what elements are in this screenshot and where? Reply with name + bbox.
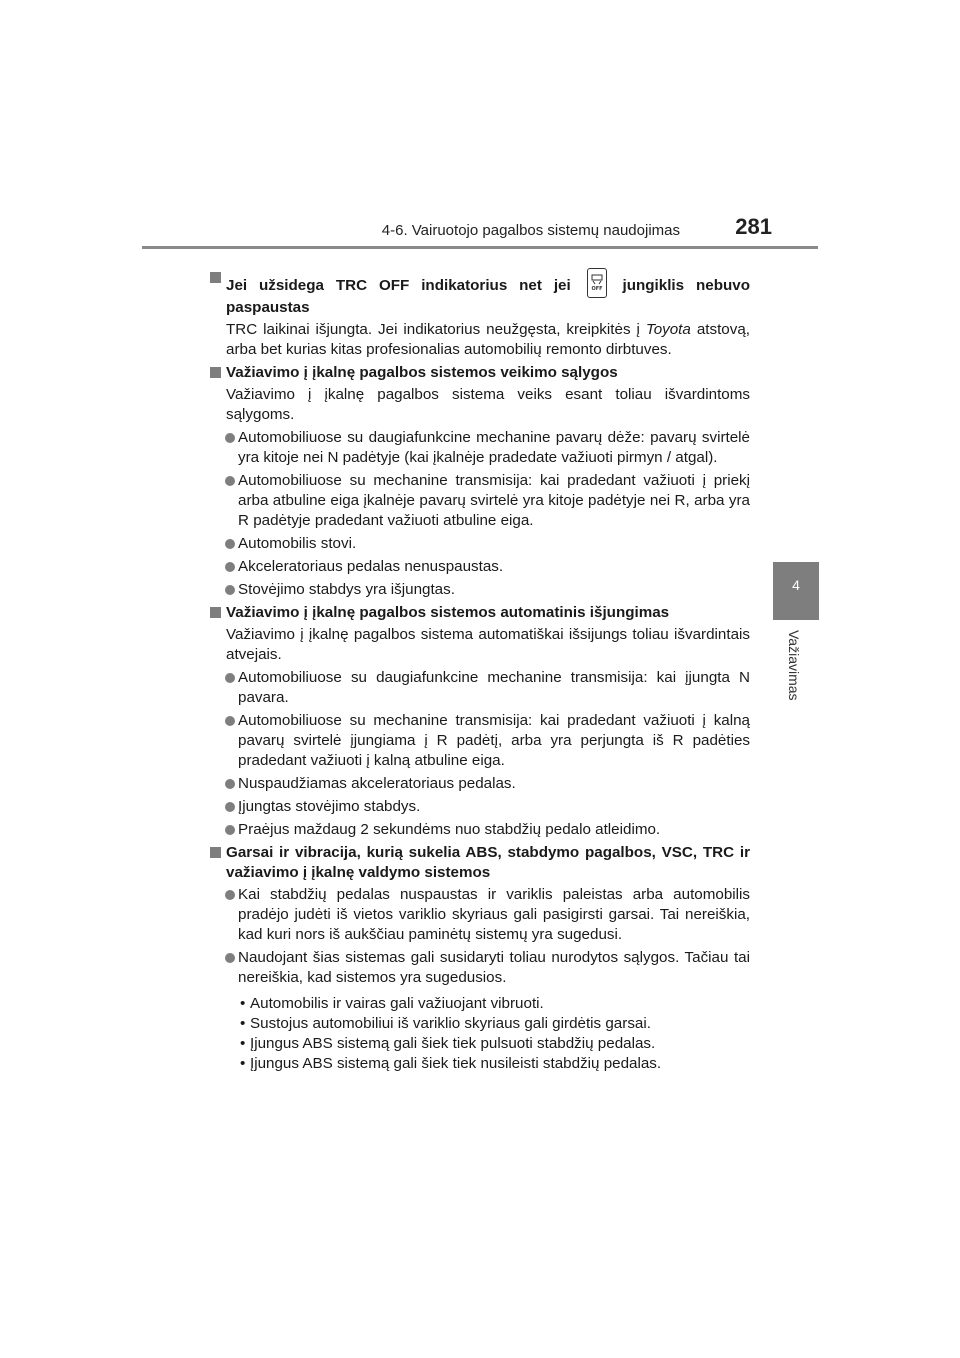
square-bullet-icon bbox=[210, 607, 221, 618]
list-item: Automobiliuose su daugiafunkcine mechanine transmisija: kai įjungta N pavara. bbox=[210, 668, 750, 708]
paragraph: TRC laikinai išjungta. Jei indikatorius neužgęsta, kreipkitės į Toyota atstovą, arba bet kurias kitas profesionalias automobilių remonto dirbtuves. bbox=[226, 321, 750, 358]
brand-name: Toyota bbox=[645, 321, 691, 338]
dot-marker: • bbox=[240, 1055, 246, 1072]
circle-bullet-icon bbox=[225, 673, 235, 683]
section-heading-hill-conditions: Važiavimo į įkalnę pagalbos sistemos veikimo sąlygos bbox=[210, 363, 750, 383]
page-number: 281 bbox=[735, 214, 772, 239]
circle-bullet-icon bbox=[225, 716, 235, 726]
circle-bullet-icon bbox=[225, 779, 235, 789]
section-heading-trc bbox=[210, 268, 750, 318]
list-item: Nuspaudžiamas akceleratoriaus pedalas. bbox=[210, 774, 750, 794]
sub-list-item: • Įjungus ABS sistemą gali šiek tiek nusileisti stabdžių pedalas. bbox=[240, 1055, 662, 1072]
circle-bullet-icon bbox=[225, 433, 235, 443]
dot-marker: • bbox=[240, 995, 246, 1012]
paragraph: Važiavimo į įkalnę pagalbos sistema veiks esant toliau išvardintoms sąlygoms. bbox=[226, 386, 750, 423]
section-heading-noise: Garsai ir vibracija, kurią sukelia ABS, stabdymo pagalbos, VSC, TRC ir važiavimo į įkalnę valdymo sistemos bbox=[210, 843, 750, 883]
page-content bbox=[210, 268, 750, 1074]
list-item: Stovėjimo stabdys yra išjungtas. bbox=[210, 580, 750, 600]
heading-text-b: jungiklis nebuvo paspaustas bbox=[226, 277, 750, 316]
dot-marker: • bbox=[240, 1035, 246, 1052]
list-item: Naudojant šias sistemas gali susidaryti toliau nurodytos sąlygos. Tačiau tai nereiškia, kad sistemos yra sugedusios. bbox=[210, 948, 750, 988]
section-title: 4-6. Vairuotojo pagalbos sistemų naudojimas bbox=[381, 222, 680, 239]
chapter-label bbox=[786, 630, 806, 710]
trc-off-switch-icon bbox=[587, 268, 607, 298]
chapter-tab bbox=[773, 562, 819, 620]
circle-bullet-icon bbox=[225, 953, 235, 963]
list-item: Automobilis stovi. bbox=[210, 534, 750, 554]
chapter-number: 4 bbox=[792, 577, 800, 593]
page-header bbox=[142, 214, 818, 249]
circle-bullet-icon bbox=[225, 539, 235, 549]
circle-bullet-icon bbox=[225, 825, 235, 835]
list-item: Automobiliuose su daugiafunkcine mechanine pavarų dėže: pavarų svirtelė yra kitoje nei N padėtyje (kai įkalnėje pradedate važiuoti pirmyn / atgal). bbox=[210, 428, 750, 468]
circle-bullet-icon bbox=[225, 476, 235, 486]
dot-marker: • bbox=[240, 1015, 246, 1032]
circle-bullet-icon bbox=[225, 562, 235, 572]
list-item: Automobiliuose su mechanine transmisija: kai pradedant važiuoti į kalną pavarų svirtelė įjungiama į R padėtį, arba yra perjungta iš R padėties pradedant važiuoti į kalną atbuline eiga. bbox=[210, 711, 750, 771]
circle-bullet-icon bbox=[225, 802, 235, 812]
square-bullet-icon bbox=[210, 367, 221, 378]
paragraph: Važiavimo į įkalnę pagalbos sistema automatiškai išsijungs toliau išvardintais atvejais. bbox=[226, 626, 750, 663]
square-bullet-icon bbox=[210, 847, 221, 858]
list-item: Įjungtas stovėjimo stabdys. bbox=[210, 797, 750, 817]
sub-list-item: • Sustojus automobiliui iš variklio skyriaus gali girdėtis garsai. bbox=[240, 1015, 651, 1032]
list-item: Akceleratoriaus pedalas nenuspaustas. bbox=[210, 557, 750, 577]
sub-list-item: • Automobilis ir vairas gali važiuojant vibruoti. bbox=[240, 995, 544, 1012]
circle-bullet-icon bbox=[225, 585, 235, 595]
svg-text:OFF: OFF bbox=[591, 286, 603, 292]
section-heading-hill-cancel: Važiavimo į įkalnę pagalbos sistemos automatinis išjungimas bbox=[210, 603, 750, 623]
list-item: Automobiliuose su mechanine transmisija: kai pradedant važiuoti į priekį arba atbuline eiga įkalnėje pavarų svirtelė yra kitoje padėtyje nei R, arba yra R padėtyje pradedant važiuoti atbuline eiga. bbox=[210, 471, 750, 531]
list-item: Praėjus maždaug 2 sekundėms nuo stabdžių pedalo atleidimo. bbox=[210, 820, 750, 840]
chapter-label-text: Važiavimas bbox=[786, 630, 802, 701]
sub-list-item: • Įjungus ABS sistemą gali šiek tiek pulsuoti stabdžių pedalas. bbox=[240, 1035, 656, 1052]
list-item: Kai stabdžių pedalas nuspaustas ir variklis paleistas arba automobilis pradėjo judėti iš vietos variklio skyriaus gali pasigirsti garsai. Tai nereiškia, kad kuri nors iš aukščiau paminėtų sistemų yra sugedusi. bbox=[210, 885, 750, 945]
heading-text-a: Jei užsidega TRC OFF indikatorius net jei bbox=[226, 277, 571, 294]
square-bullet-icon bbox=[210, 272, 221, 283]
circle-bullet-icon bbox=[225, 890, 235, 900]
